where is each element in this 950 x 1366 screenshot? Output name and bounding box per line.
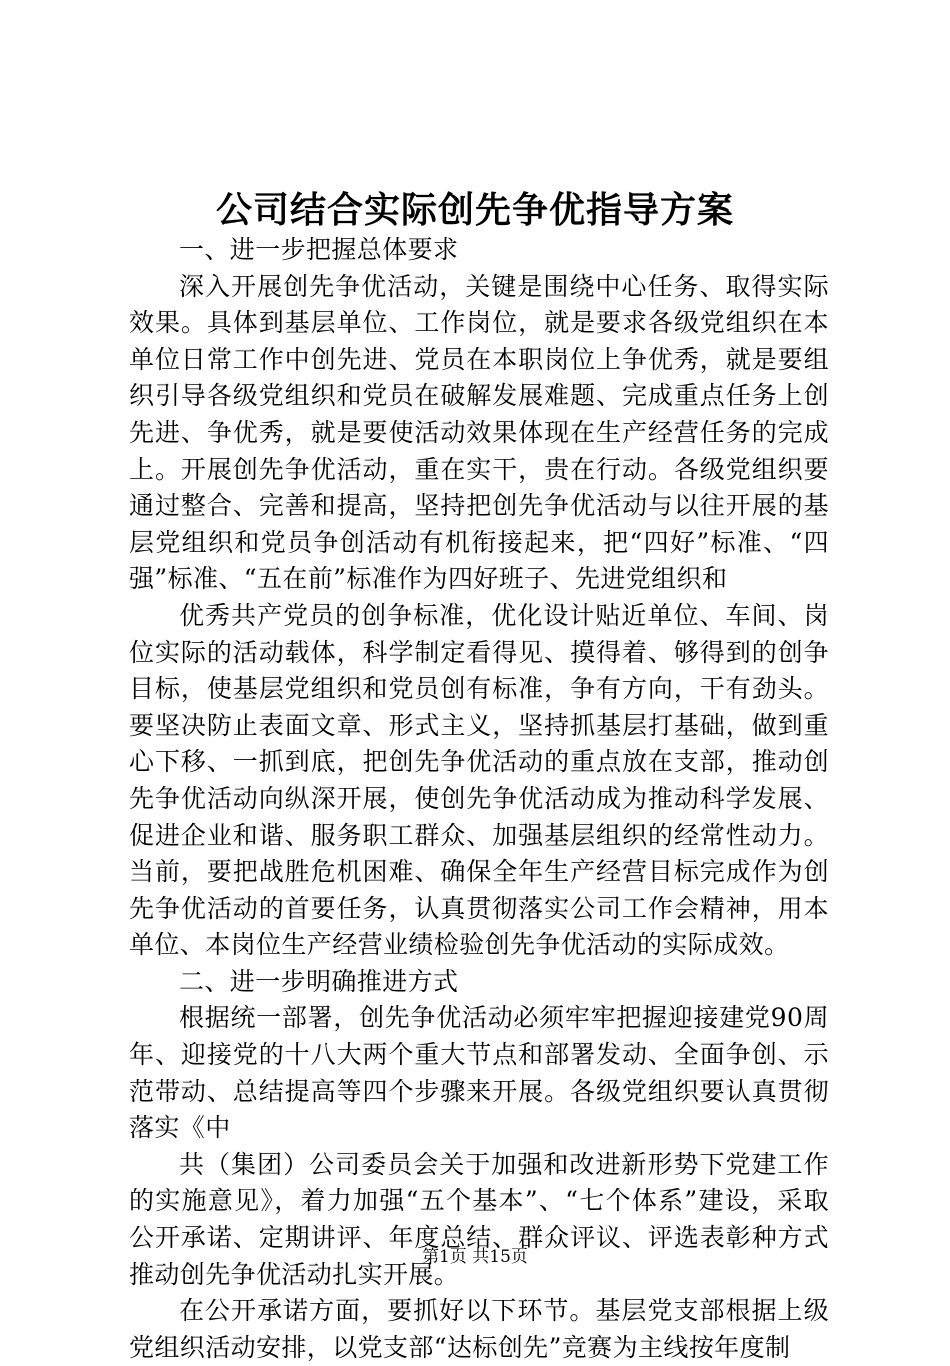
body-paragraph: 深入开展创先争优活动，关键是围绕中心任务、取得实际效果。具体到基层单位、工作岗位，就是要求各级党组织在本单位日常工作中创先进、党员在本职岗位上争优秀，就是要组织引导各级党组织和党员在破解发展难题、完成重点任务上创先进、争优秀，就是要使活动效果体现在生产经营任务的完成上。开展创先争优活动，重在实干，贵在行动。各级党组织要通过整合、完善和提高，坚持把创先争优活动与以往开展的基层党组织和党员争创活动有机衔接起来，把“四好”标准、“四强”标准、“五在前”标准作为四好班子、先进党组织和	[129, 271, 829, 594]
section-heading-1: 一、进一步把握总体要求	[179, 235, 459, 264]
document-title: 公司结合实际创先争优指导方案	[215, 189, 734, 231]
section-heading-2: 二、进一步明确推进方式	[179, 966, 459, 996]
page-number-footer: 第1页 共15页	[422, 1247, 528, 1267]
body-paragraph: 根据统一部署，创先争优活动必须牢牢把握迎接建党90周年、迎接党的十八大两个重大节点和部署发动、全面争创、示范带动、总结提高等四个步骤来开展。各级党组织要认真贯彻落实《中	[129, 1003, 829, 1143]
document-body	[129, 232, 829, 1366]
body-paragraph: 在公开承诺方面，要抓好以下环节。基层党支部根据上级党组织活动安排，以党支部“达标创先”竞赛为主线按年度制	[129, 1296, 829, 1362]
body-paragraph: 优秀共产党员的创争标准，优化设计贴近单位、车间、岗位实际的活动载体，科学制定看得见、摸得着、够得到的创争目标，使基层党组织和党员创有标准，争有方向，干有劲头。要坚决防止表面文章、形式主义，坚持抓基层打基础，做到重心下移、一抓到底，把创先争优活动的重点放在支部，推动创先争优活动向纵深开展，使创先争优活动成为推动科学发展、促进企业和谐、服务职工群众、加强基层组织的经常性动力。当前，要把战胜危机困难、确保全年生产经营目标完成作为创先争优活动的首要任务，认真贯彻落实公司工作会精神，用本单位、本岗位生产经营业绩检验创先争优活动的实际成效。	[129, 600, 829, 960]
body-paragraph: 共（集团）公司委员会关于加强和改进新形势下党建工作的实施意见》，着力加强“五个基本”、“七个体系”建设，采取公开承诺、定期讲评、年度总结、群众评议、评选表彰种方式推动创先争优活动扎实开展。	[129, 1149, 829, 1289]
